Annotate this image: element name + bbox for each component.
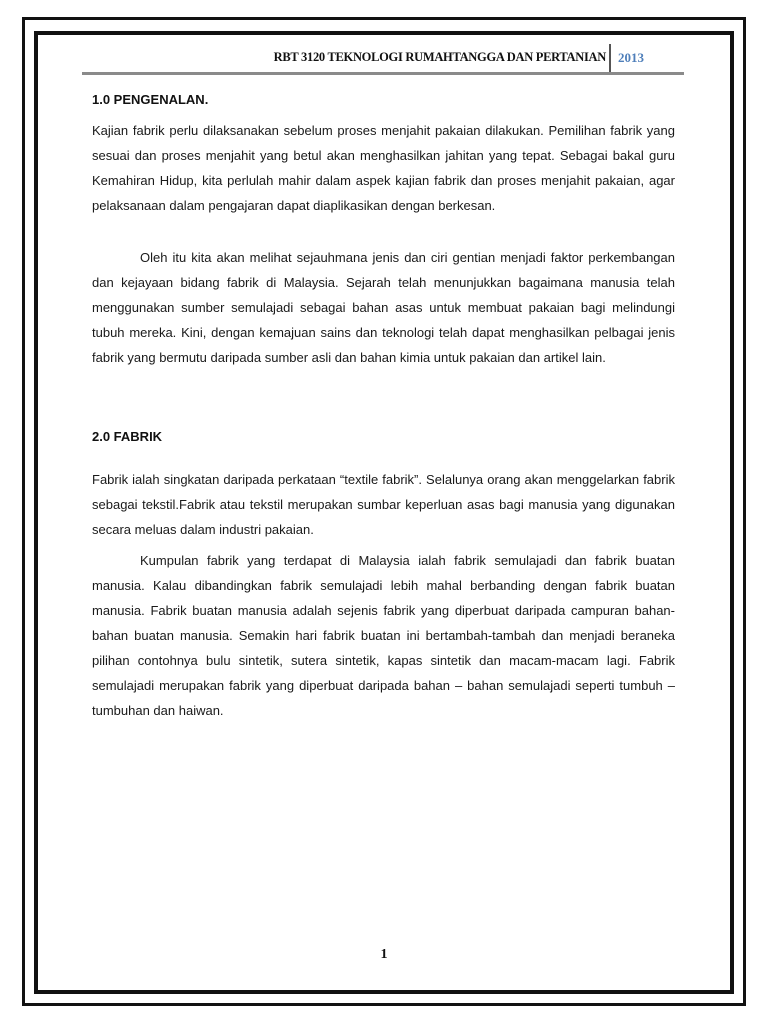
section-heading-pengenalan: 1.0 PENGENALAN. [92,92,209,107]
paragraph-fabrik-2: Kumpulan fabrik yang terdapat di Malaysia ialah fabrik semulajadi dan fabrik buatan manusia. Kalau dibandingkan fabrik semulajadi lebih mahal berbanding dengan fabrik buatan manusia. Fabrik buatan manusia adalah sejenis fabrik yang diperbuat daripada campuran bahan-bahan buatan manusia. Semakin hari fabrik buatan ini bertambah-tambah dan menjadi beraneka pilihan contohnya bulu sintetik, sutera sintetik, kapas sintetik dan macam-macam lagi. Fabrik semulajadi merupakan fabrik yang diperbuat daripada bahan – bahan semulajadi seperti tumbuh – tumbuhan dan haiwan. [92,553,675,718]
section-heading-fabrik: 2.0 FABRIK [92,429,163,444]
header-course-title: RBT 3120 TEKNOLOGI RUMAHTANGGA DAN PERTANIAN [273,50,606,64]
paragraph-fabrik-1: Fabrik ialah singkatan daripada perkataan “textile fabrik”. Selalunya orang akan menggelarkan fabrik sebagai tekstil.Fabrik atau tekstil merupakan sumbar keperluan asas bagi manusia yang digunakan secara meluas dalam industri pakaian. [92,472,675,537]
paragraph-pengenalan-2: Oleh itu kita akan melihat sejauhmana jenis dan ciri gentian menjadi faktor perkembangan dan kejayaan bidang fabrik di Malaysia. Sejarah telah menunjukkan bagaimana manusia telah menggunakan sumber semulajadi sebagai bahan asas untuk membuat pakaian bagi melindungi tubuh mereka. Kini, dengan kemajuan sains dan teknologi telah dapat menghasilkan pelbagai jenis fabrik yang bermutu daripada sumber asli dan bahan kimia untuk pakaian dan artikel lain. [92,250,675,365]
running-header [82,44,684,75]
paragraph-pengenalan-1: Kajian fabrik perlu dilaksanakan sebelum proses menjahit pakaian dilakukan. Pemilihan fabrik yang sesuai dan proses menjahit yang betul akan menghasilkan jahitan yang tepat. Sebagai bakal guru Kemahiran Hidup, kita perlulah mahir dalam aspek kajian fabrik dan proses menjahit pakaian, agar pelaksanaan dalam pengajaran dapat diaplikasikan dengan berkesan. [92,123,675,213]
header-divider [609,44,611,72]
page-number: 1 [380,947,388,962]
header-year: 2013 [618,50,644,65]
